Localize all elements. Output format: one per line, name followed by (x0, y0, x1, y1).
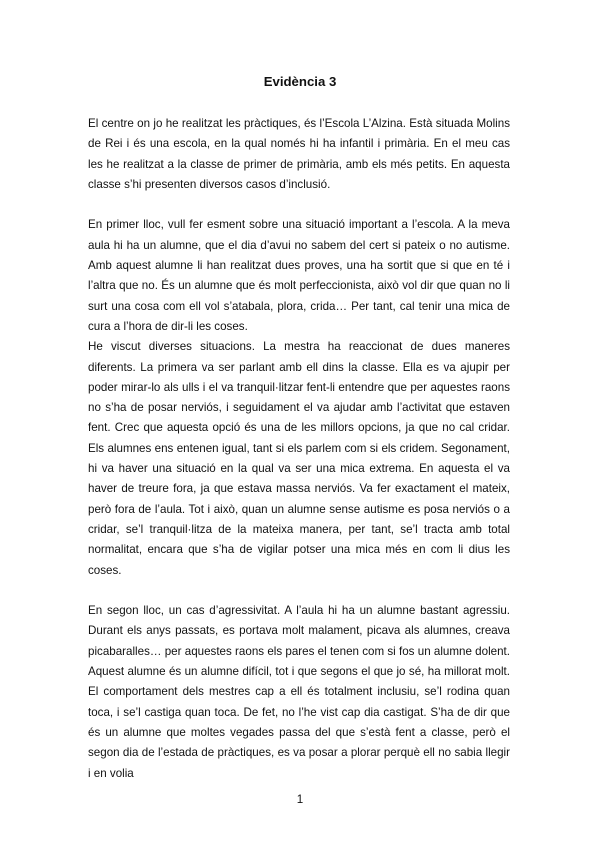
page-number: 1 (296, 793, 304, 806)
paragraph-second-case: En segon lloc, un cas d’agressivitat. A l’aula hi ha un alumne bastant agressiu. Durant els anys passats, es portava molt malament, picava als alumnes, creava picabaralles… per aquestes raons els pares el tenen com si fos un alumne dolent. Aquest alumne és un alumne difícil, tot i que segons el que jo sé, ha millorat molt. El comportament dels mestres cap a ell és totalment inclusiu, se’l rodina quan toca, i se’l castiga quan toca. De fet, no l’he vist cap dia castigat. S’ha de dir que és un alumne que moltes vegades passa del que s’està fent a classe, però el segon dia de l’estada de pràctiques, es va posar a plorar perquè ell no sabia llegir i en volia (88, 604, 510, 780)
page-title: Evidència 3 (263, 74, 337, 89)
paragraph-situations: He viscut diverses situacions. La mestra ha reaccionat de dues maneres diferents. La primera va ser parlant amb ell dins la classe. Ella es va ajupir per poder mirar-lo als ulls i el va tranquil·litzar fent-li entendre que per aquestes raons no s’ha de posar nerviós, i seguidament el va ajudar amb l’activitat que estaven fent. Crec que aquesta opció és una de les millors opcions, ja que no cal cridar. Els alumnes ens entenen igual, tant si els parlem com si els cridem. Segonament, hi va haver una situació en la qual va ser una mica extrema. En aquesta el va haver de treure fora, ja que estava massa nerviós. Va fer exactament el mateix, però fora de l’aula. Tot i això, quan un alumne sense autisme es posa nerviós o a cridar, se’l tranquil·litza de la mateixa manera, per tant, se’l tracta amb total normalitat, encara que s’ha de vigilar potser una mica més en com li dius les coses. (88, 340, 510, 577)
document-body (88, 114, 510, 784)
paragraph-first-case: En primer lloc, vull fer esment sobre una situació important a l’escola. A la meva aula hi ha un alumne, que el dia d’avui no sabem del cert si pateix o no autisme. Amb aquest alumne li han realitzat dues proves, una ha sortit que si que en té i l’altra que no. És un alumne que és molt perfeccionista, això vol dir que quan no li surt una cosa com ell vol s’atabala, plora, crida… Per tant, cal tenir una mica de cura a l’hora de dir-li les coses. (88, 218, 510, 333)
paragraph-intro: El centre on jo he realitzat les pràctiques, és l’Escola L’Alzina. Està situada Molins de Rei i és una escola, en la qual només hi ha infantil i primària. En el meu cas les he realitzat a la classe de primer de primària, amb els més petits. En aquesta classe s’hi presenten diversos casos d’inclusió. (88, 117, 510, 191)
